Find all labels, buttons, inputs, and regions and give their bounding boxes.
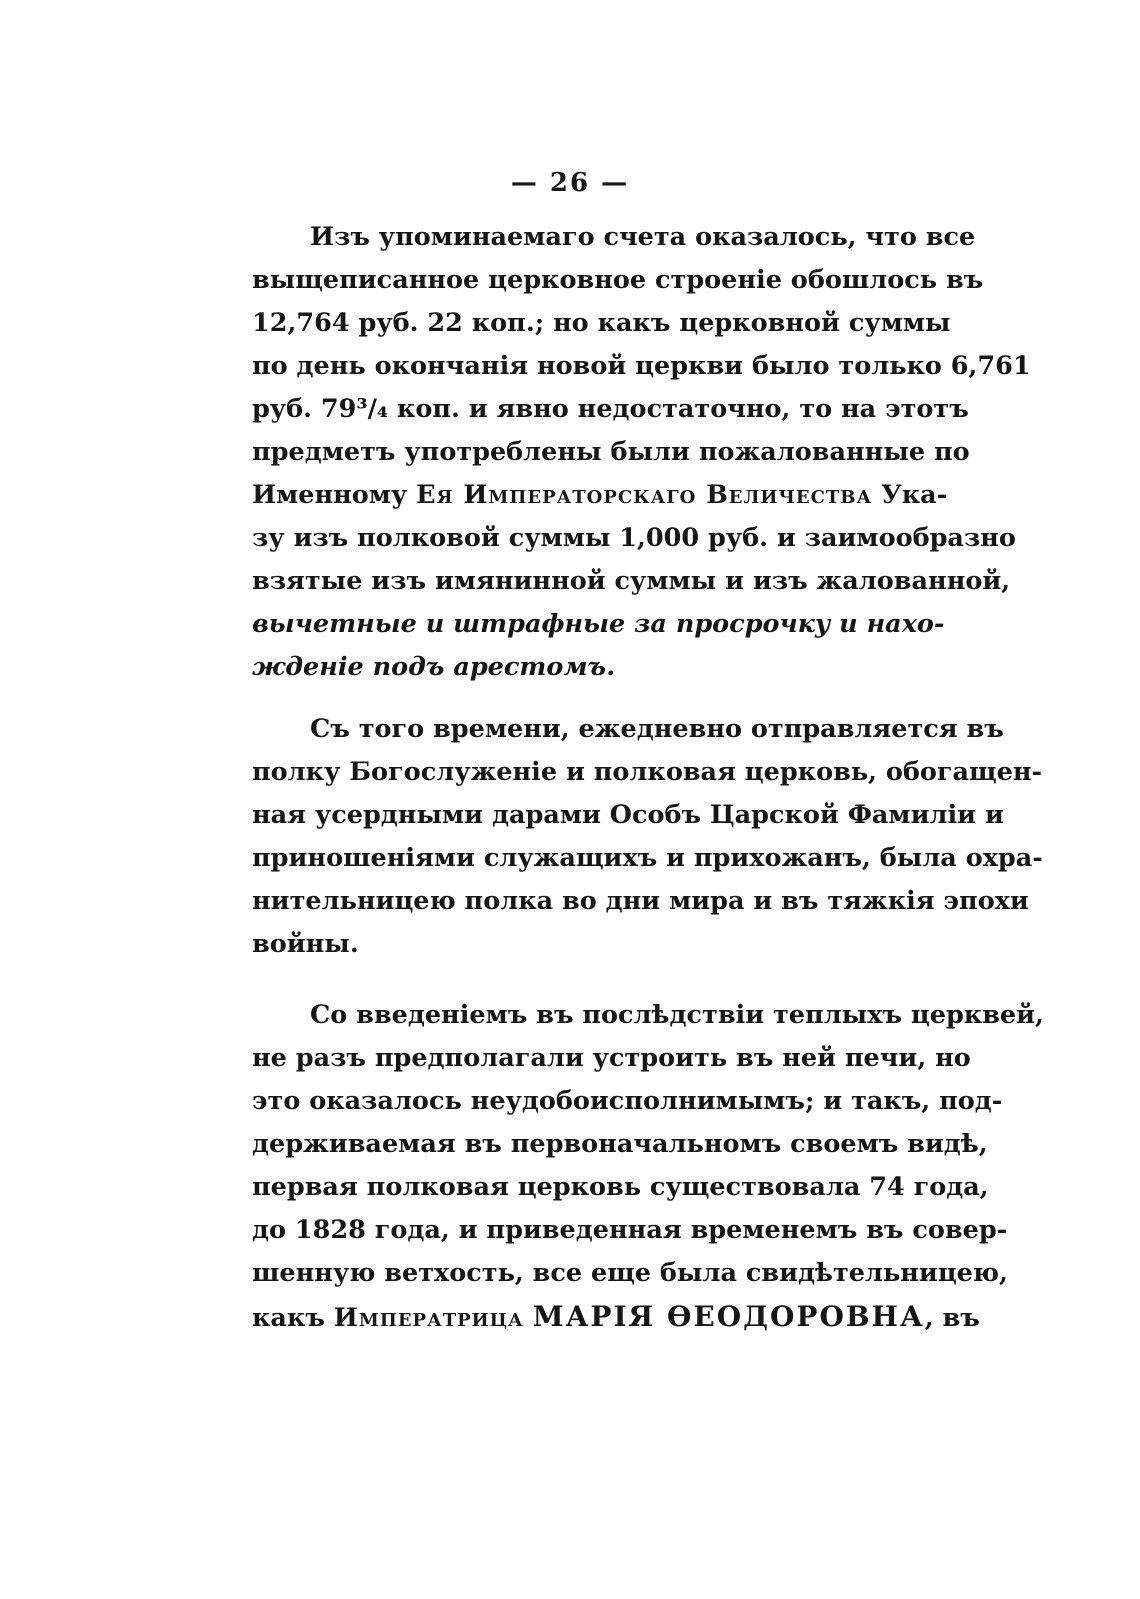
text-line: шенную ветхость, все еще была свидѣтельницею, (252, 1258, 1008, 1288)
empress-name: МАРІЯ ѲЕОДОРОВНА (532, 1300, 925, 1333)
text-line: Съ того времени, ежедневно отправляется въ (310, 714, 1004, 744)
text-line: Со введеніемъ въ послѣдствіи теплыхъ церквей, (310, 1000, 1044, 1030)
text-segment: какъ (252, 1303, 334, 1333)
text-line: приношеніями служащихъ и прихожанъ, была охра- (252, 843, 1043, 873)
italic-text-line: жденіе подъ арестомъ. (252, 652, 616, 682)
empress-title-smallcaps: Императрица (333, 1303, 524, 1333)
text-line: первая полковая церковь существовала 74 года, (252, 1172, 989, 1202)
text-line: выщеписанное церковное строеніе обошлось въ (252, 265, 984, 295)
text-line: войны. (252, 929, 359, 959)
paragraph-3 (252, 994, 1044, 1338)
text-line: зу изъ полковой суммы 1,000 руб. и заимообразно (252, 523, 1016, 553)
text-line: это оказалось неудобоисполнимымъ; и такъ, под- (252, 1086, 1003, 1116)
text-line: держиваемая въ первоначальномъ своемъ видѣ, (252, 1129, 988, 1159)
text-line: 12,764 руб. 22 коп.; но какъ церковной суммы (252, 308, 951, 338)
text-line-empress (252, 1295, 980, 1338)
text-line: по день окончанія новой церкви было только 6,761 (252, 351, 1031, 381)
page-number: — 26 — (510, 168, 630, 198)
text-line: Изъ упоминаемаго счета оказалось, что все (310, 222, 976, 252)
text-line: нительницею полка во дни мира и въ тяжкія эпохи (252, 886, 1029, 916)
paragraph-2 (252, 708, 1043, 966)
text-line: не разъ предполагали устроить въ ней печи, но (252, 1043, 971, 1073)
text-line: ная усердными дарами Особъ Царской Фамиліи и (252, 800, 1004, 830)
text-line-imperial-title (252, 474, 948, 517)
text-line: полку Богослуженіе и полковая церковь, обогащен- (252, 757, 1043, 787)
text-line: взятые изъ имянинной суммы и изъ жалованной, (252, 566, 1011, 596)
text-segment: Ука- (872, 480, 948, 510)
italic-text-line: вычетные и штрафные за просрочку и нахо- (252, 609, 945, 639)
imperial-title-smallcaps: Ея Императорскаго Величества (416, 480, 873, 510)
text-line: до 1828 года, и приведенная временемъ въ совер- (252, 1215, 1008, 1245)
text-line: руб. 79³/₄ коп. и явно недостаточно, то на этотъ (252, 394, 969, 424)
paragraph-1 (252, 216, 1031, 689)
text-segment: , въ (924, 1303, 980, 1333)
text-line: предметъ употреблены были пожалованные по (252, 437, 970, 467)
text-segment: Именному (252, 480, 417, 510)
